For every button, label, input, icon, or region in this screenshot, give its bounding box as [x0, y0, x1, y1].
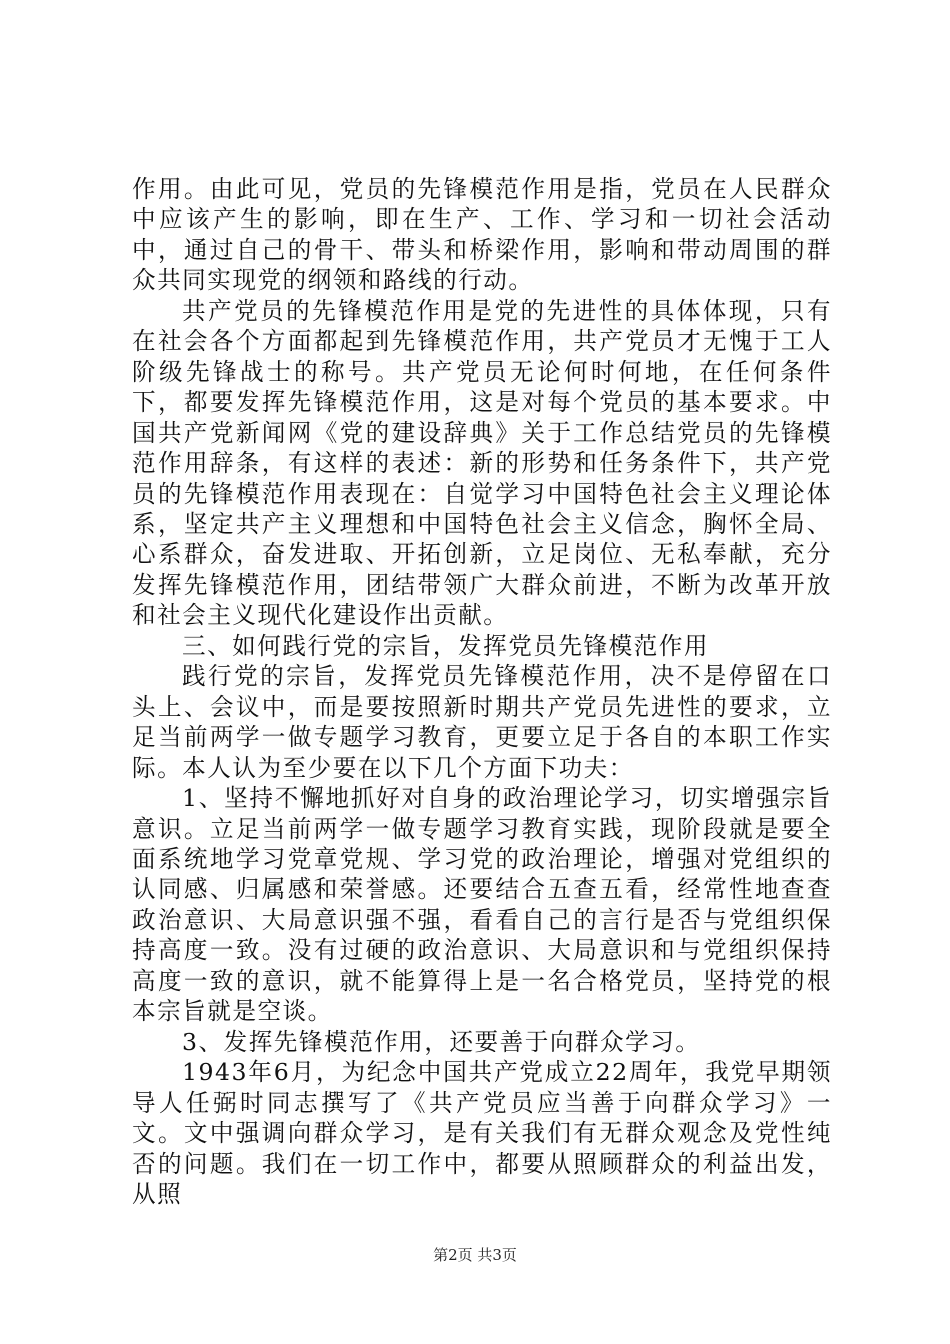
section-heading-3: 三、如何践行党的宗旨，发挥党员先锋模范作用	[182, 631, 709, 660]
paragraph-5: 1、坚持不懈地抓好对自身的政治理论学习，切实增强宗旨意识。立足当前两学一做专题学习教育实践，现阶段就是要全面系统地学习党章党规、学习党的政治理论，增强对党组织的认同感、归属感和荣誉感。还要结合五查五看，经常性地查查政治意识、大局意识强不强，看看自己的言行是否与党组织保持高度一致。没有过硬的政治意识、大局意识和与党组织保持高度一致的意识，就不能算得上是一名合格党员，坚持党的根本宗旨就是空谈。	[132, 784, 832, 1026]
paragraph-1: 作用。由此可见，党员的先锋模范作用是指，党员在人民群众中应该产生的影响，即在生产、工作、学习和一切社会活动中，通过自己的骨干、带头和桥梁作用，影响和带动周围的群众共同实现党的纲领和路线的行动。	[132, 175, 832, 295]
paragraph-4: 践行党的宗旨，发挥党员先锋模范作用，决不是停留在口头上、会议中，而是要按照新时期共产党员先进性的要求，立足当前两学一做专题学习教育，更要立足于各自的本职工作实际。本人认为至少要在以下几个方面下功夫：	[132, 662, 832, 782]
page-footer	[0, 1244, 950, 1265]
document-body	[132, 174, 832, 1209]
paragraph-7: 1943年6月，为纪念中国共产党成立22周年，我党早期领导人任弼时同志撰写了《共产党员应当善于向群众学习》一文。文中强调向群众学习，是有关我们有无群众观念及党性纯否的问题。我们在一切工作中，都要从照顾群众的利益出发，从照	[132, 1058, 832, 1208]
paragraph-6: 3、发挥先锋模范作用，还要善于向群众学习。	[182, 1027, 701, 1056]
paragraph-2: 共产党员的先锋模范作用是党的先进性的具体体现，只有在社会各个方面都起到先锋模范作用，共产党员才无愧于工人阶级先锋战士的称号。共产党员无论何时何地，在任何条件下，都要发挥先锋模范作用，这是对每个党员的基本要求。中国共产党新闻网《党的建设辞典》关于工作总结党员的先锋模范作用辞条，有这样的表述：新的形势和任务条件下，共产党员的先锋模范作用表现在：自觉学习中国特色社会主义理论体系，坚定共产主义理想和中国特色社会主义信念，胸怀全局、心系群众，奋发进取、开拓创新，立足岗位、无私奉献，充分发挥先锋模范作用，团结带领广大群众前进，不断为改革开放和社会主义现代化建设作出贡献。	[132, 296, 832, 630]
page-number-label: 第2页 共3页	[433, 1246, 517, 1264]
